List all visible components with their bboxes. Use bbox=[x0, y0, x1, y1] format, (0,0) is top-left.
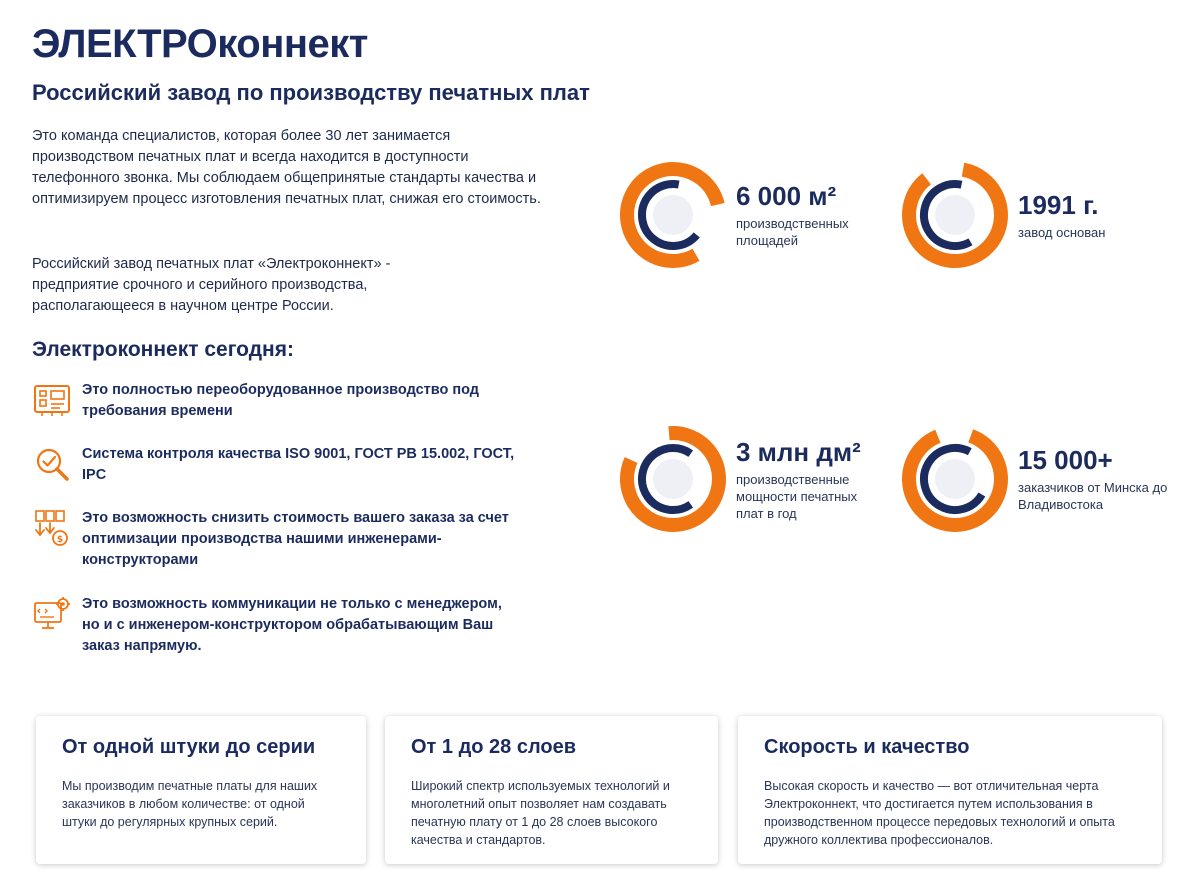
stat-label: производственные мощности печатных плат в год bbox=[736, 471, 858, 521]
ring-chart-icon bbox=[900, 160, 1010, 270]
info-card bbox=[385, 716, 718, 864]
circuit-board-icon bbox=[32, 380, 72, 420]
info-card bbox=[36, 716, 366, 864]
stat-value: 6 000 м² bbox=[736, 181, 837, 211]
feature-item bbox=[32, 508, 552, 571]
ring-chart-icon bbox=[618, 424, 728, 534]
card-title: Скорость и качество bbox=[764, 736, 970, 758]
svg-text:$: $ bbox=[56, 535, 64, 545]
monitor-gear-icon bbox=[32, 594, 72, 634]
feature-text: Система контроля качества ISO 9001, ГОСТ РВ 15.002, ГОСТ, IPC bbox=[82, 446, 515, 483]
feature-item bbox=[32, 444, 552, 486]
card-text: Высокая скорость и качество — вот отличительная черта Электроконнект, что достигается путем использования в производственном процессе передовых технологий и опыта дружного коллектива профессионалов. bbox=[764, 779, 1115, 847]
magnifier-check-icon bbox=[32, 444, 72, 484]
intro-paragraph-1: Это команда специалистов, которая более 30 лет занимается производством печатных плат и всегда находится в доступности телефонного звонка. Мы соблюдаем общепринятые стандарты качества и оптимизируем процесс изготовления печатных плат, снижая его стоимость. bbox=[32, 128, 541, 207]
stat-value: 1991 г. bbox=[1018, 189, 1099, 220]
card-title: От одной штуки до серии bbox=[62, 736, 316, 758]
feature-item bbox=[32, 594, 552, 657]
brand-title: ЭЛЕКТРОконнект bbox=[32, 22, 368, 66]
info-card bbox=[738, 716, 1162, 864]
card-title: От 1 до 28 слоев bbox=[411, 736, 577, 758]
stat-label: завод основан bbox=[1018, 224, 1106, 240]
stat-block bbox=[618, 160, 876, 270]
stat-block bbox=[900, 424, 1178, 534]
card-text: Широкий спектр используемых технологий и многолетний опыт позволяет нам создавать печатную плату от 1 до 28 слоев высокого качества и стандартов. bbox=[411, 779, 670, 847]
stat-label: заказчиков от Минска до Владивостока bbox=[1018, 480, 1168, 512]
price-down-icon bbox=[32, 508, 72, 548]
stat-block bbox=[900, 160, 1105, 270]
stat-label: производственных площадей bbox=[736, 216, 849, 248]
ring-chart-icon bbox=[618, 160, 728, 270]
stat-block bbox=[618, 424, 876, 534]
ring-chart-icon bbox=[900, 424, 1010, 534]
today-title: Электроконнект сегодня: bbox=[32, 338, 294, 361]
feature-text: Это полностью переоборудованное производство под требования времени bbox=[82, 382, 479, 419]
stat-value: 15 000+ bbox=[1018, 445, 1113, 475]
feature-text: Это возможность коммуникации не только с менеджером, но и с инженером-конструктором обрабатывающим Ваш заказ напрямую. bbox=[82, 596, 502, 654]
feature-text: Это возможность снизить стоимость вашего заказа за счет оптимизации производства нашими инженерами-конструкторами bbox=[82, 510, 509, 568]
stat-value: 3 млн дм² bbox=[736, 436, 861, 467]
page-subtitle: Российский завод по производству печатных плат bbox=[32, 80, 590, 105]
card-text: Мы производим печатные платы для наших заказчиков в любом количестве: от одной штуки до регулярных крупных серий. bbox=[62, 779, 318, 829]
intro-paragraph-2: Российский завод печатных плат «Электроконнект» - предприятие срочного и серийного производства, располагающееся в научном центре России. bbox=[32, 256, 391, 314]
feature-item bbox=[32, 380, 552, 422]
